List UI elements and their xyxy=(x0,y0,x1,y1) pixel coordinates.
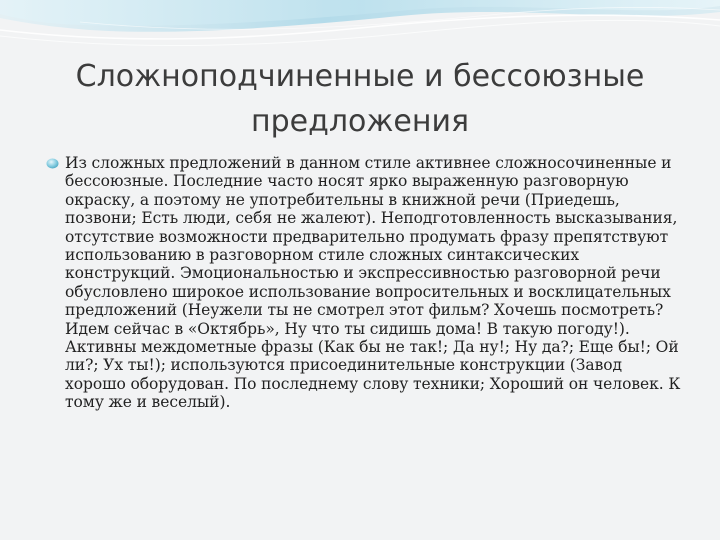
ellipse-bullet-icon xyxy=(46,158,59,169)
wave-header-decoration xyxy=(0,0,720,60)
bullet-list xyxy=(46,154,686,412)
slide-title: Сложноподчиненные и бессоюзные предложения xyxy=(75,59,645,139)
bullet-text: Из сложных предложений в данном стиле активнее сложносочиненные и бессоюзные. Последние часто носят ярко выраженную разговорную окраску, а поэтому не употребительны в книжной речи (Приедешь, позвони; Есть люди, себя не жалеют). Неподготовленность высказывания, отсутствие возможности предварительно продумать фразу препятствуют использованию в разговорном стиле сложных синтаксических конструкций. Эмоциональностью и экспрессивностью разговорной речи обусловлено широкое использование вопросительных и восклицательных предложений (Неужели ты не смотрел этот фильм? Хочешь посмотреть? Идем сейчас в «Октябрь», Ну что ты сидишь дома! В такую погоду!). Активны междометные фразы (Как бы не так!; Да ну!; Ну да?; Еще бы!; Ой ли?; Ух ты!); используются присоединительные конструкции (Завод хорошо оборудован. По последнему слову техники; Хороший он человек. К тому же и веселый). xyxy=(65,154,681,412)
